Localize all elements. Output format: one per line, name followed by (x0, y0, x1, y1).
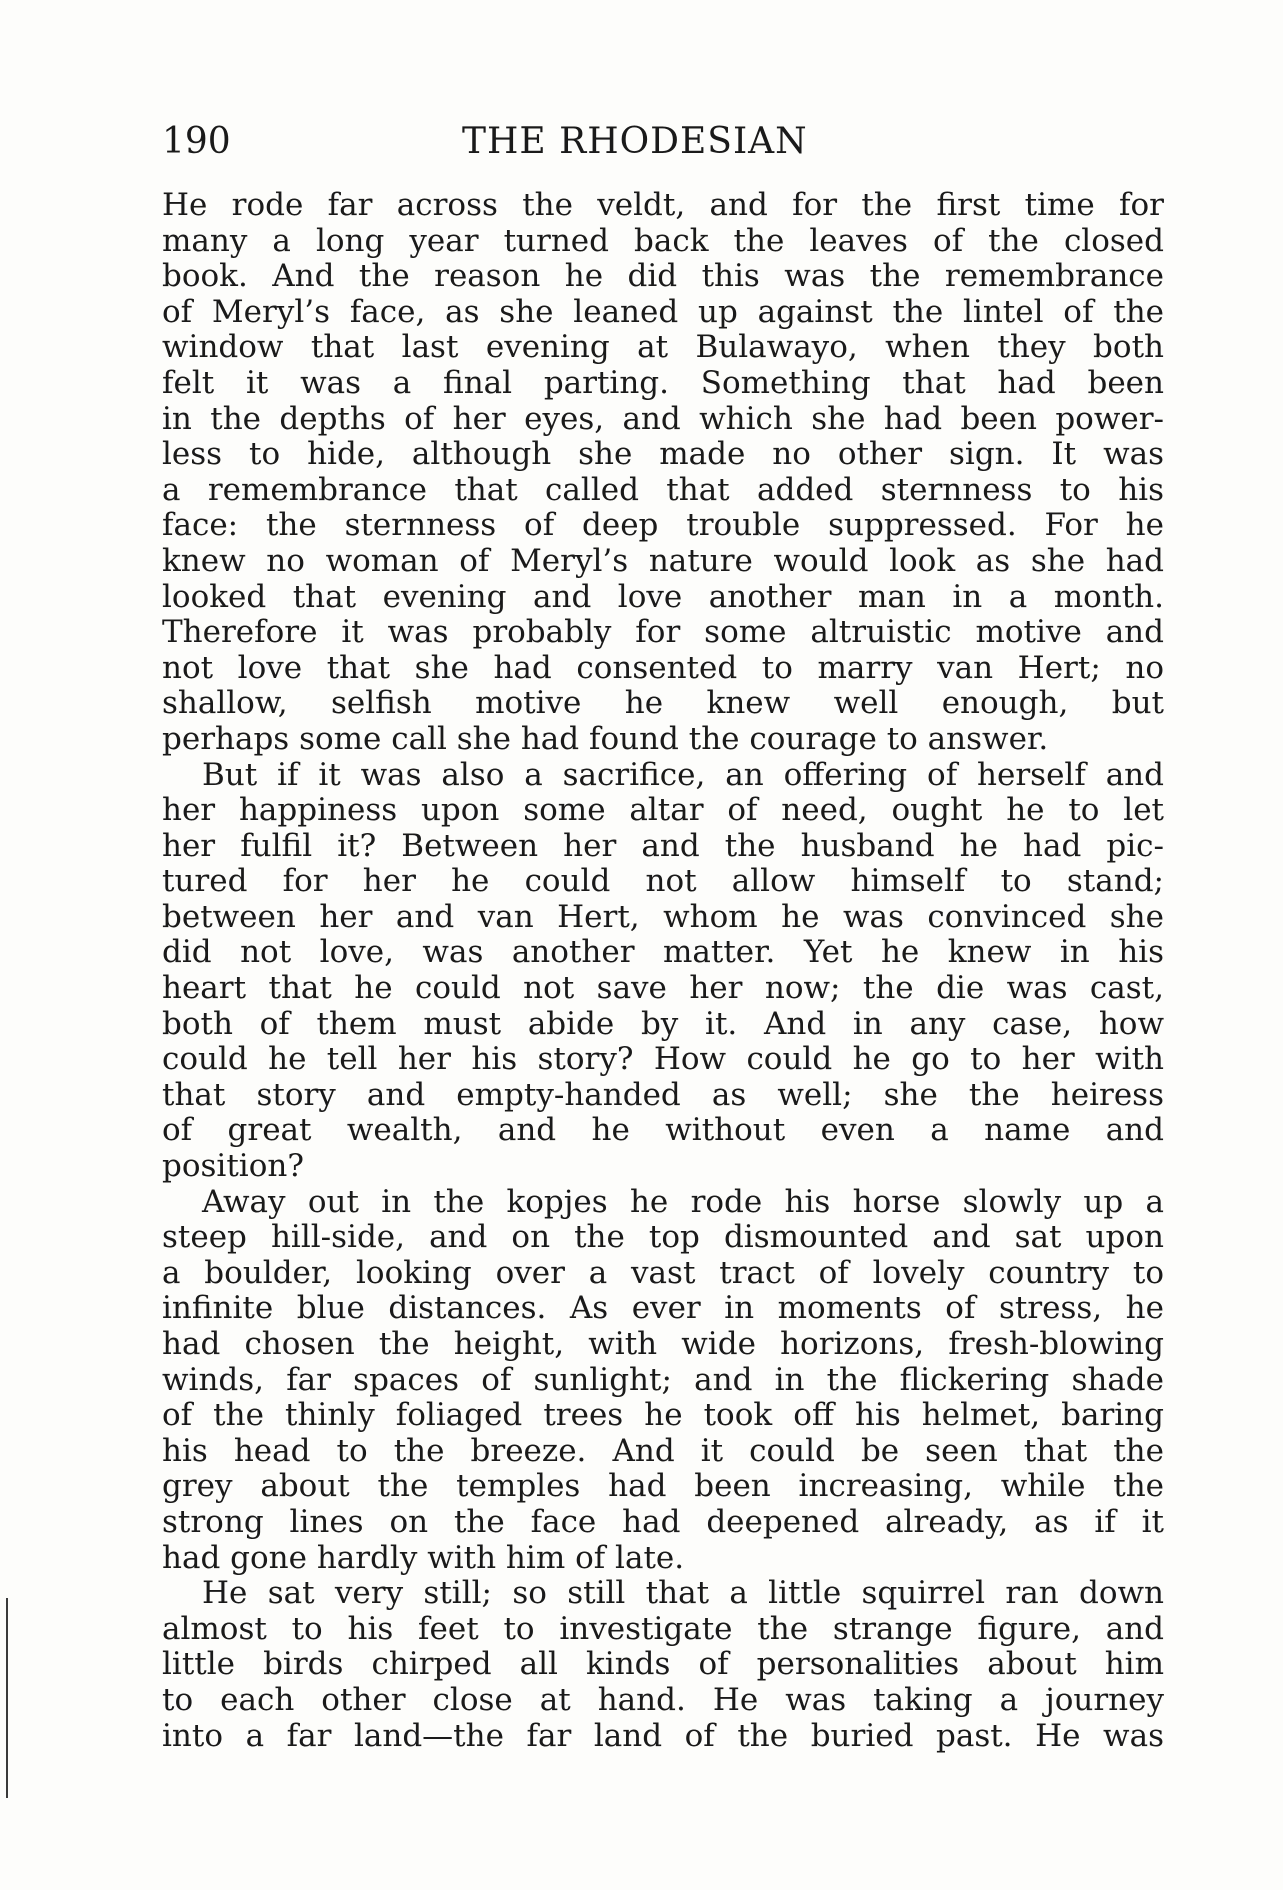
text-line: Away out in the kopjes he rode his horse slowly up a (202, 1184, 1164, 1220)
text-line: a boulder, looking over a vast tract of lovely country to (162, 1255, 1164, 1291)
text-line: of great wealth, and he without even a name and (162, 1113, 1164, 1149)
text-line: between her and van Hert, whom he was convinced she (162, 899, 1164, 935)
text-line: face: the sternness of deep trouble suppressed. For he (162, 508, 1164, 544)
text-line: knew no woman of Meryl’s nature would look as she had (162, 543, 1164, 579)
text-line: her fulfil it? Between her and the husband he had pic- (162, 828, 1164, 864)
text-line: winds, far spaces of sunlight; and in the flickering shade (162, 1362, 1164, 1398)
text-line: could he tell her his story? How could he go to her with (162, 1042, 1164, 1078)
text-line: in the depths of her eyes, and which she had been power- (162, 401, 1164, 437)
text-line: He sat very still; so still that a little squirrel ran down (202, 1576, 1164, 1612)
text-line: had chosen the height, with wide horizons, fresh-blowing (162, 1327, 1164, 1362)
text-line: into a far land—the far land of the buried past. He was (162, 1718, 1164, 1754)
text-line: steep hill-side, and on the top dismounted and sat upon (162, 1220, 1164, 1256)
text-line: many a long year turned back the leaves of the closed (162, 223, 1164, 259)
text-line: heart that he could not save her now; the die was cast, (162, 971, 1164, 1007)
text-line: to each other close at hand. He was taking a journey (162, 1682, 1164, 1718)
page-number: 190 (162, 121, 231, 162)
text-line: But if it was also a sacrifice, an offering of herself and (202, 757, 1164, 793)
text-line: almost to his feet to investigate the strange figure, and (162, 1611, 1164, 1647)
text-line: that story and empty-handed as well; she the heiress (162, 1077, 1164, 1113)
text-line: infinite blue distances. As ever in moments of stress, he (162, 1291, 1164, 1327)
body-text (162, 188, 1164, 1754)
paragraph-3 (162, 1185, 1164, 1577)
text-line: tured for her he could not allow himself to stand; (162, 864, 1164, 900)
text-line: both of them must abide by it. And in any case, how (162, 1006, 1164, 1042)
scan-edge-mark (6, 1598, 8, 1798)
text-line: little birds chirped all kinds of personalities about him (162, 1647, 1164, 1683)
paragraph-2 (162, 758, 1164, 1185)
text-line: felt it was a final parting. Something that had been (162, 365, 1164, 401)
text-line: a remembrance that called that added sternness to his (162, 472, 1164, 508)
text-line: window that last evening at Bulawayo, when they both (162, 330, 1164, 366)
text-line: Therefore it was probably for some altruistic motive and (162, 615, 1164, 651)
text-line: did not love, was another matter. Yet he knew in his (162, 935, 1164, 971)
text-line: book. And the reason he did this was the remembrance (162, 259, 1164, 295)
text-line: her happiness upon some altar of need, ought he to let (162, 793, 1164, 829)
text-line: of Meryl’s face, as she leaned up against the lintel of the (162, 294, 1164, 330)
text-line: position? (162, 1149, 304, 1185)
text-line: He rode far across the veldt, and for the first time for (162, 188, 1164, 223)
text-line: strong lines on the face had deepened already, as if it (162, 1504, 1164, 1540)
text-line: his head to the breeze. And it could be seen that the (162, 1433, 1164, 1469)
text-line: of the thinly foliaged trees he took off his helmet, baring (162, 1398, 1164, 1434)
text-line: perhaps some call she had found the courage to answer. (162, 721, 1049, 757)
page-header (162, 118, 1162, 178)
paragraph-1 (162, 188, 1164, 758)
text-line: not love that she had consented to marry van Hert; no (162, 650, 1164, 686)
text-line: less to hide, although she made no other sign. It was (162, 437, 1164, 473)
text-line: had gone hardly with him of late. (162, 1540, 685, 1576)
text-line: grey about the temples had been increasing, while the (162, 1469, 1164, 1505)
text-line: shallow, selfish motive he knew well enough, but (162, 686, 1164, 722)
running-title: THE RHODESIAN (462, 121, 808, 162)
text-line: looked that evening and love another man in a month. (162, 579, 1164, 615)
paragraph-4 (162, 1576, 1164, 1754)
